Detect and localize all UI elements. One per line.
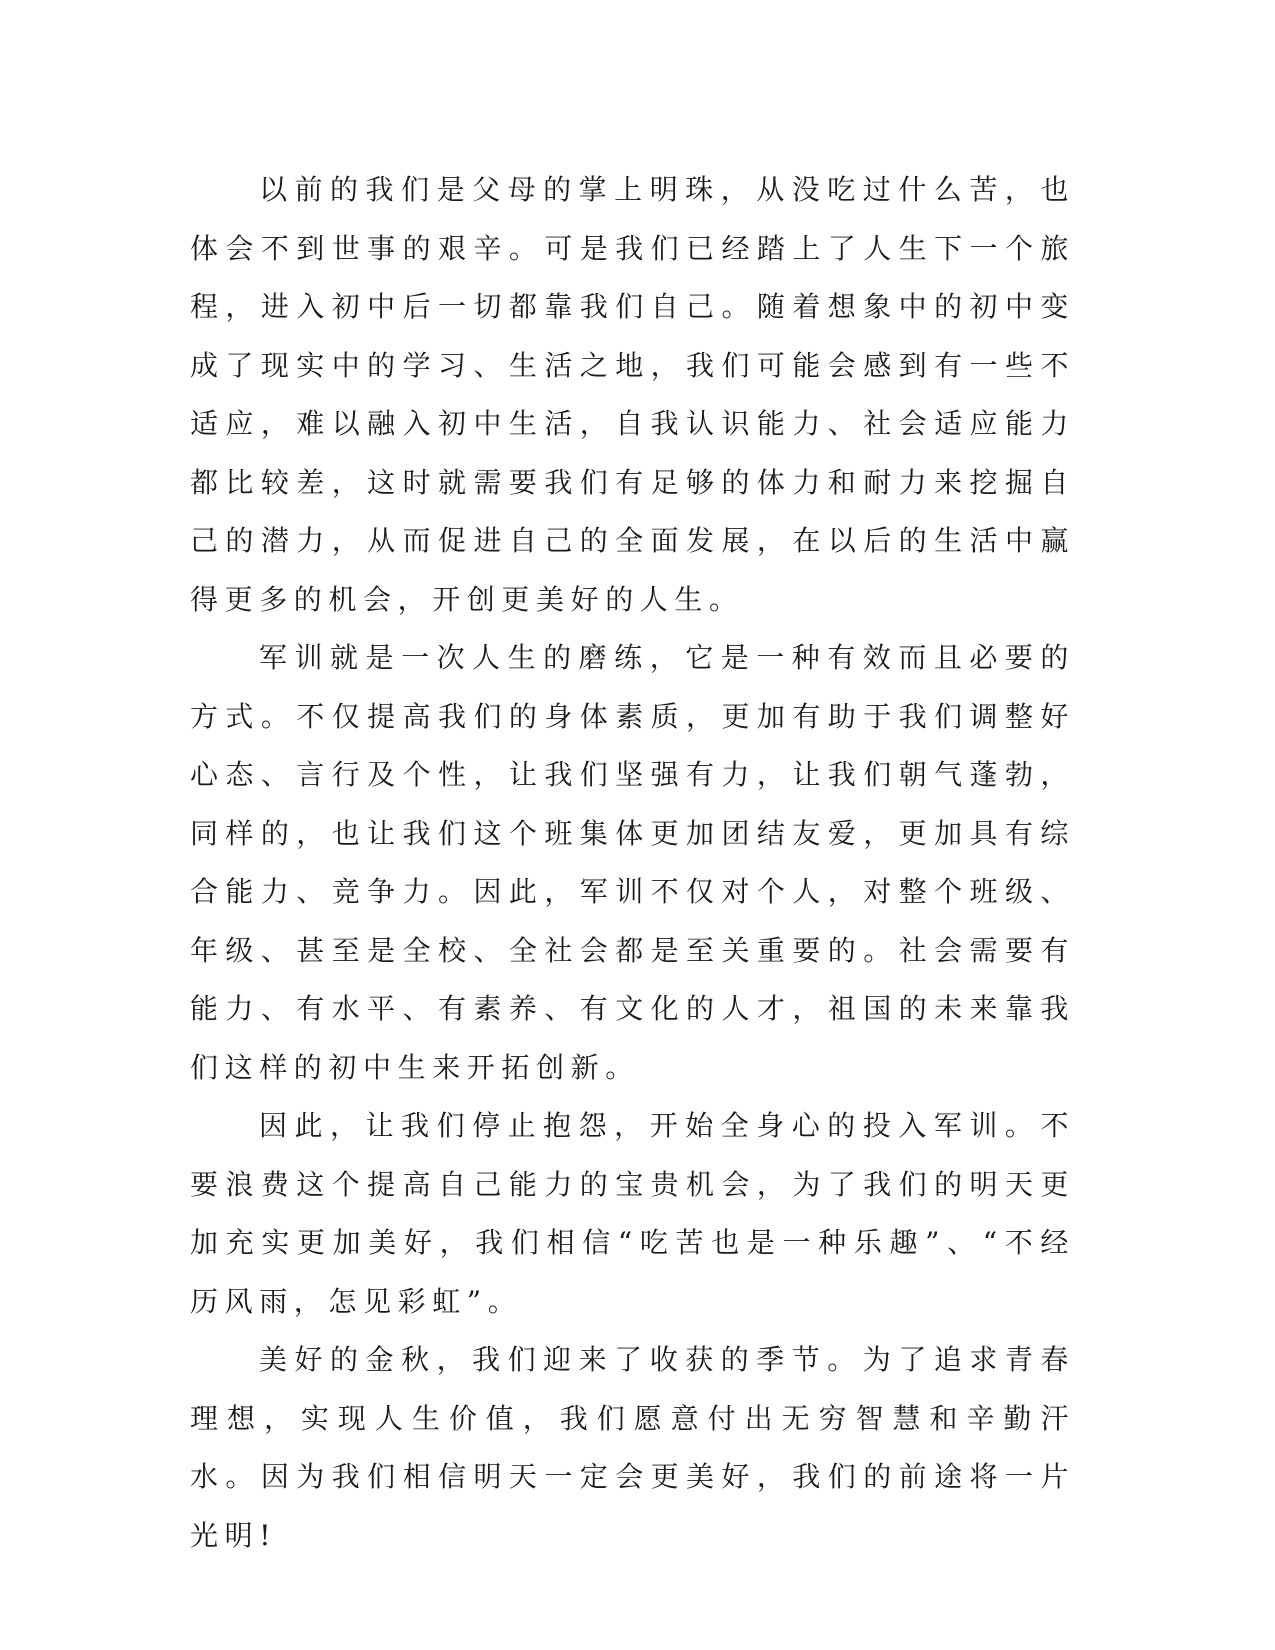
paragraph: 以前的我们是父母的掌上明珠，从没吃过什么苦，也体会不到世事的艰辛。可是我们已经踏上了人生下一个旅程，进入初中后一切都靠我们自己。随着想象中的初中变成了现实中的学习、生活之地，我们可能会感到有一些不适应，难以融入初中生活，自我认识能力、社会适应能力都比较差，这时就需要我们有足够的体力和耐力来挖掘自己的潜力，从而促进自己的全面发展，在以后的生活中赢得更多的机会，开创更美好的人生。	[190, 173, 1075, 616]
paragraph: 因此，让我们停止抱怨，开始全身心的投入军训。不要浪费这个提高自己能力的宝贵机会，为了我们的明天更加充实更加美好，我们相信“吃苦也是一种乐趣”、“不经历风雨，怎见彩虹”。	[190, 1109, 1075, 1318]
paragraph: 美好的金秋，我们迎来了收获的季节。为了追求青春理想，实现人生价值，我们愿意付出无穷智慧和辛勤汗水。因为我们相信明天一定会更美好，我们的前途将一片光明!	[190, 1343, 1075, 1552]
document-body	[190, 161, 1075, 1565]
paragraph: 军训就是一次人生的磨练，它是一种有效而且必要的方式。不仅提高我们的身体素质，更加有助于我们调整好心态、言行及个性，让我们坚强有力，让我们朝气蓬勃，同样的，也让我们这个班集体更加团结友爱，更加具有综合能力、竞争力。因此，军训不仅对个人，对整个班级、年级、甚至是全校、全社会都是至关重要的。社会需要有能力、有水平、有素养、有文化的人才，祖国的未来靠我们这样的初中生来开拓创新。	[190, 641, 1075, 1084]
